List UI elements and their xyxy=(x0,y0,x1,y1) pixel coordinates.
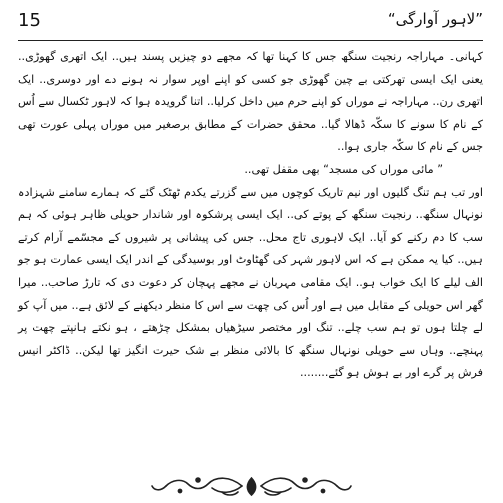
page-header xyxy=(18,6,483,40)
paragraph-1: کہانی۔ مہاراجہ رنجیت سنگھ جس کا کہنا تھا کہ مجھے دو چیزیں پسند ہیں.. ایک اتھری گھوڑی.. یعنی ایک ایسی تھرکتی بے چین گھوڑی جو کسی کو اپنے اوپر سوار نہ ہونے دے اور دوسری.. ایک اتھری رن.. مہاراجہ نے موراں کو اپنے حرم میں داخل کرلیا.. اتنا گرویدہ ہوا کہ لاہور ٹکسال سے اُس کے نام کا سونے کا سکّہ ڈھالا گیا.. محقق حضرات کے مطابق برصغیر میں موراں پہلی عورت تھی جس کے نام کا سکّہ جاری ہوا.. xyxy=(18,50,483,154)
running-title: ”لاہور آوارگی“ xyxy=(387,10,483,28)
page-number: 15 xyxy=(18,10,41,31)
floral-divider-icon xyxy=(150,474,353,498)
paragraph-2: اور تب ہم تنگ گلیوں اور نیم تاریک کوچوں میں سے گزرتے یکدم ٹھٹک گئے کہ ہمارے سامنے شہزادہ نونہال سنگھ.. رنجیت سنگھ کے پوتے کی.. ایک ایسی پرشکوہ اور شاندار حویلی ظاہر ہوئی کہ ہم سب کا دم رکنے کو آیا.. ایک لاہوری تاج محل.. جس کی پیشانی پر شیروں کے مجسّمے آرام کرتے ہیں.. کیا یہ ممکن ہے کہ اس لاہور شہر کی گھٹاوٹ اور بوسیدگی کے اندر ایک ایسی عمارت ہو جو الف لیلے کا ایک خواب ہو.. ایک مقامی مہربان نے مجھے پہچان کر دعوت دی کہ تارڑ صاحب.. میرا گھر اس حویلی کے مقابل میں ہے اور اُس کی چھت سے اس کا منظر دیکھنے کے لائق ہے.. میں آپ کو لے چلتا ہوں تو ہم سب چلے.. تنگ اور مختصر سیڑھیاں بمشکل چڑھتے ، ہو نکتے ہانپتے چھت پر پہنچے.. وہاں سے حویلی نونہال سنگھ کا بالائی منظر بے شک حیرت انگیز تھا لیکن.. ڈاکٹر انیس فرش پر گرے اور بے ہوش ہو گئے........ xyxy=(18,185,483,380)
quoted-line: ” مائی موراں کی مسجد“ بھی مقفل تھی.. xyxy=(244,162,443,176)
header-rule xyxy=(18,40,483,41)
body-text xyxy=(18,46,483,385)
